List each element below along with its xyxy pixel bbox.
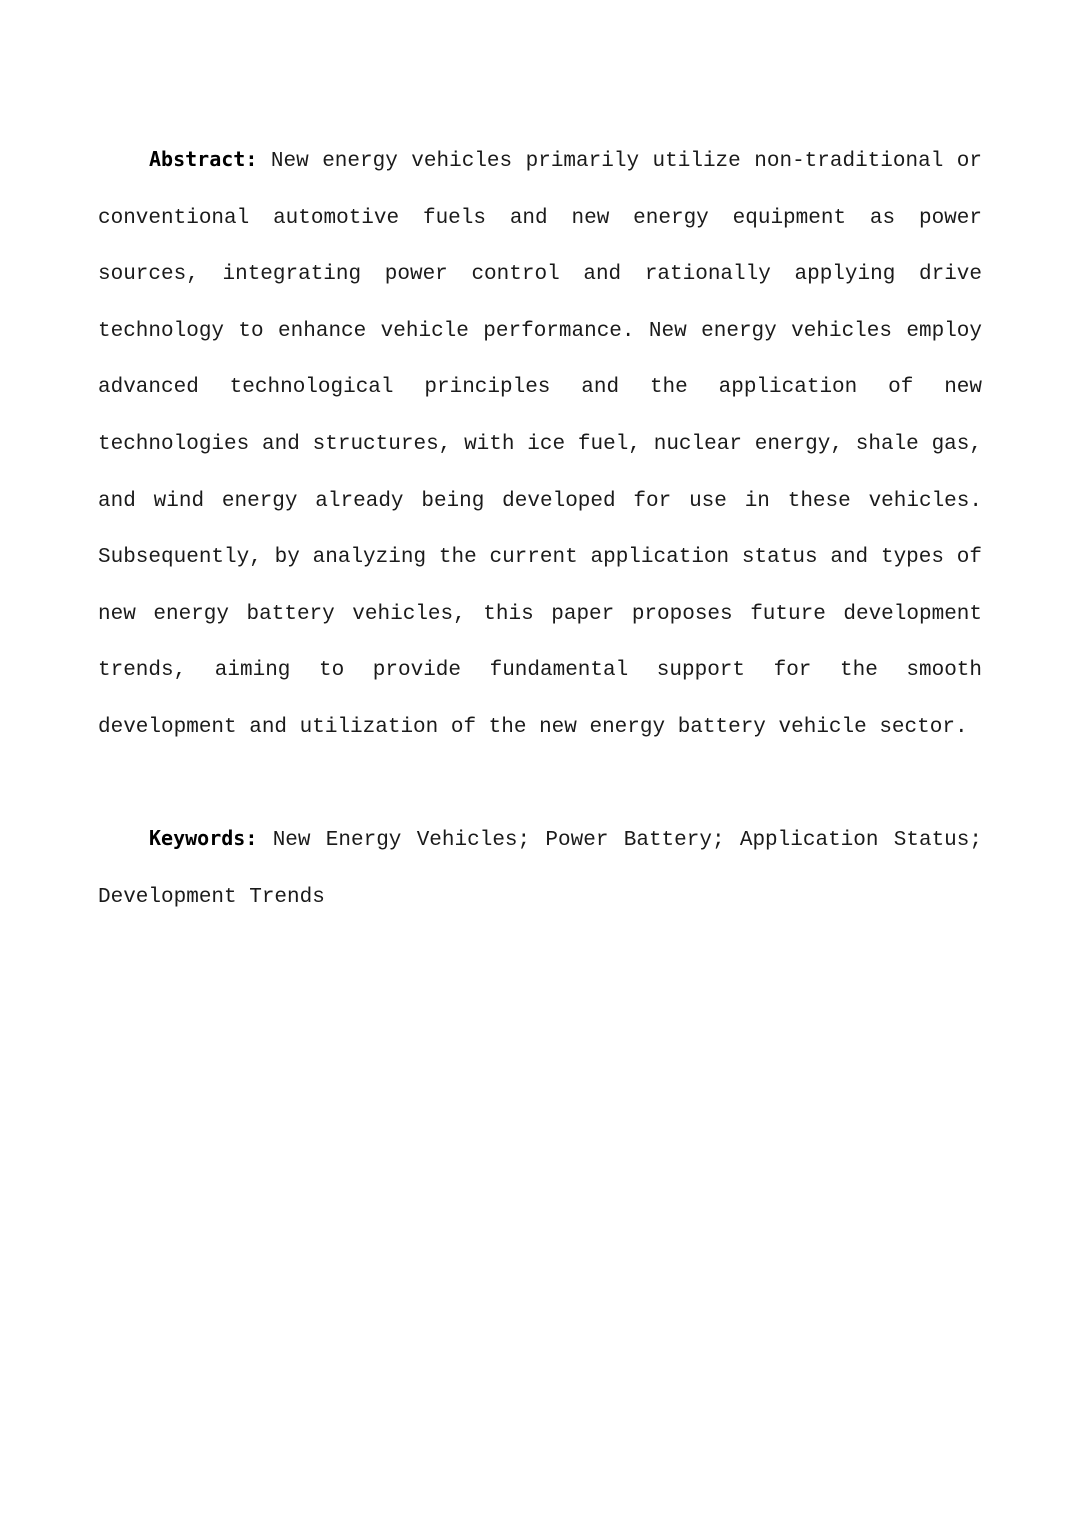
- abstract-text: New energy vehicles primarily utilize non-traditional or conventional automotive fuels and new energy equipment as power sources, integrating power control and rationally applying drive technology to enhance vehicle performance. New energy vehicles employ advanced technological principles and the application of new technologies and structures, with ice fuel, nuclear energy, shale gas, and wind energy already being developed for use in these vehicles. Subsequently, by analyzing the current application status and types of new energy battery vehicles, this paper proposes future development trends, aiming to provide fundamental support for the smooth development and utilization of the new energy battery vehicle sector.: [98, 150, 983, 739]
- keywords-paragraph: [98, 810, 982, 926]
- keywords-text: New Energy Vehicles; Power Battery; Application Status; Development Trends: [98, 829, 982, 909]
- abstract-label: Abstract:: [149, 147, 258, 171]
- keywords-label: Keywords:: [149, 826, 258, 850]
- abstract-paragraph: [98, 131, 982, 757]
